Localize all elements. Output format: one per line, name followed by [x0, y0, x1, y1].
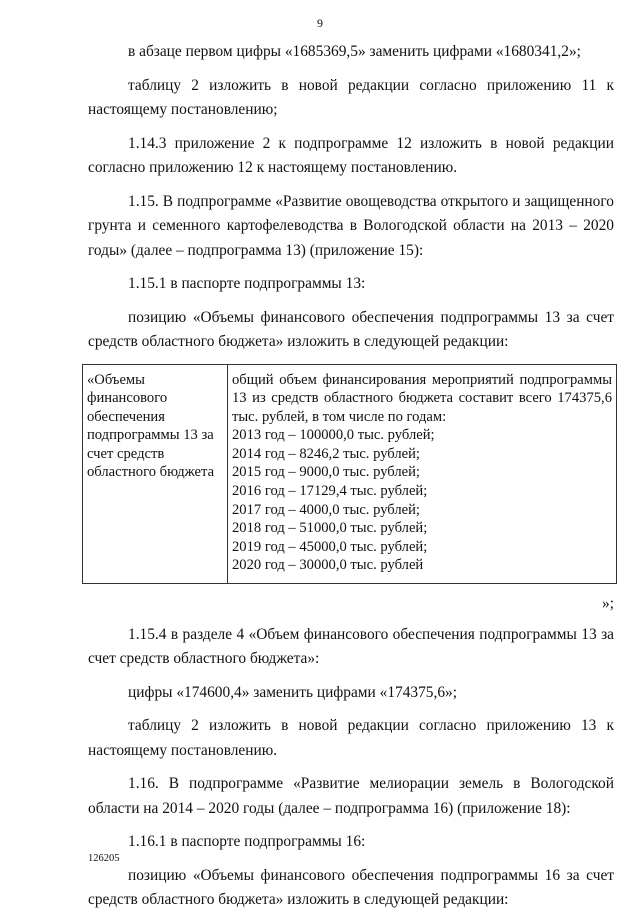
- year-line-2020: 2020 год – 30000,0 тыс. рублей: [232, 557, 424, 574]
- year-line-2018: 2018 год – 51000,0 тыс. рублей;: [232, 520, 428, 537]
- paragraph-table-2-appendix-13: таблицу 2 изложить в новой редакции согласно приложению 13 к настоящему постановлению.: [88, 717, 614, 759]
- closing-quote-mark: »;: [602, 595, 614, 613]
- document-body: [88, 40, 614, 922]
- paragraph-position-13: позицию «Объемы финансового обеспечения подпрограммы 13 за счет средств областного бюджета» изложить в следующей редакции:: [88, 308, 614, 350]
- paragraph-position-16: позицию «Объемы финансового обеспечения подпрограммы 16 за счет средств областного бюджета» изложить в следующей редакции:: [88, 866, 614, 909]
- year-line-2016: 2016 год – 17129,4 тыс. рублей;: [232, 483, 428, 500]
- year-line-2014: 2014 год – 8246,2 тыс. рублей;: [232, 445, 420, 462]
- year-line-2017: 2017 год – 4000,0 тыс. рублей;: [232, 501, 420, 518]
- paragraph-1-15-1: 1.15.1 в паспорте подпрограммы 13:: [128, 275, 366, 292]
- paragraph-1-15-4: 1.15.4 в разделе 4 «Объем финансового обеспечения подпрограммы 13 за счет средств областного бюджета»:: [88, 625, 614, 668]
- table-row: [83, 364, 617, 584]
- paragraph-1-15: 1.15. В подпрограмме «Развитие овощеводства открытого и защищенного грунта и семенного картофелеводства в Вологодской области на 2013 – 2020 годы» (далее – подпрограмма 13) (приложение 15):: [88, 192, 614, 259]
- paragraph-digits-replace: в абзаце первом цифры «1685369,5» заменить цифрами «1680341,2»;: [128, 43, 581, 60]
- paragraph-1-16: 1.16. В подпрограмме «Развитие мелиорации земель в Вологодской области на 2014 – 2020 годы (далее – подпрограмма 16) (приложение 18):: [88, 775, 614, 817]
- financing-intro: общий объем финансирования мероприятий подпрограммы 13 из средств областного бюджета составит всего 174375,6 тыс. рублей, в том числе по годам:: [232, 371, 612, 425]
- year-line-2015: 2015 год – 9000,0 тыс. рублей;: [232, 464, 420, 481]
- table-left-cell: «Объемы финансового обеспечения подпрограммы 13 за счет средств областного бюджета: [83, 364, 228, 584]
- financing-table: [82, 364, 617, 585]
- paragraph-1-16-1: 1.16.1 в паспорте подпрограммы 16:: [128, 833, 366, 851]
- paragraph-table-2-appendix-11: таблицу 2 изложить в новой редакции согласно приложению 11 к настоящему постановлению;: [88, 76, 614, 118]
- table-right-cell: [228, 364, 617, 584]
- page-number: 9: [317, 16, 323, 30]
- footer-code: 126205: [88, 853, 120, 864]
- year-line-2019: 2019 год – 45000,0 тыс. рублей;: [232, 538, 428, 555]
- paragraph-digits-174600: цифры «174600,4» заменить цифрами «174375,6»;: [128, 683, 458, 701]
- paragraph-1-14-3: 1.14.3 приложение 2 к подпрограмме 12 изложить в новой редакции согласно приложению 12 к настоящему постановлению.: [88, 134, 614, 176]
- year-line-2013: 2013 год – 100000,0 тыс. рублей;: [232, 427, 435, 444]
